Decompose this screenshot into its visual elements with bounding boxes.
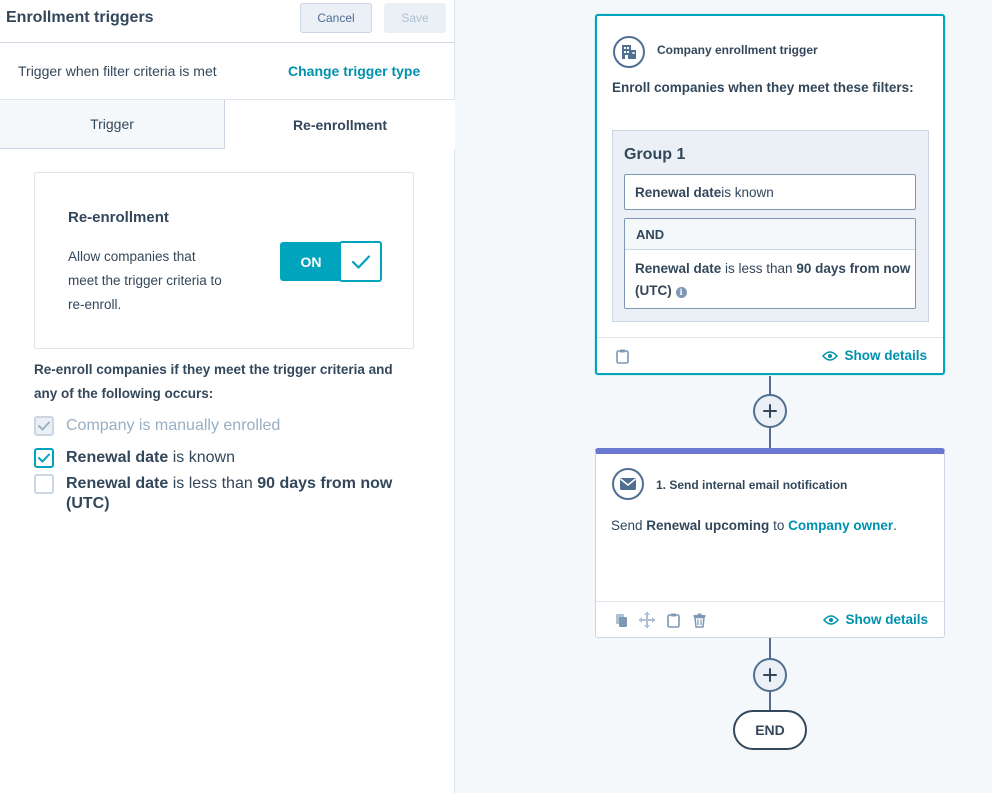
clipboard-icon[interactable] [615, 348, 629, 364]
add-action-button[interactable] [753, 394, 787, 428]
plus-icon [763, 404, 777, 418]
filter-operator: is less than [721, 261, 797, 276]
re-enrollment-box [34, 172, 414, 349]
filter-value: 90 days from now (UTC) [635, 261, 911, 298]
cancel-button[interactable]: Cancel [300, 3, 372, 33]
tab-re-enrollment[interactable]: Re-enrollment [225, 100, 455, 149]
show-details-link[interactable] [822, 348, 927, 363]
re-enrollment-heading: Re-enrollment [68, 209, 169, 226]
checkmark-icon [38, 453, 50, 463]
filter-property: Renewal date [635, 261, 722, 276]
recipient-link[interactable]: Company owner [788, 518, 894, 533]
option-label [66, 448, 235, 468]
envelope-icon [612, 468, 644, 500]
re-enroll-criteria-text: Re-enroll companies if they meet the trigger criteria and any of the following occurs: [34, 362, 393, 401]
building-icon [613, 36, 645, 68]
end-node: END [733, 710, 807, 750]
filter-group [612, 130, 929, 322]
option-rest: is known [168, 449, 235, 466]
panel-tabs [0, 100, 455, 149]
action-card-footer [596, 601, 944, 639]
option-label: Company is manually enrolled [66, 417, 281, 434]
panel-header [0, 0, 455, 43]
move-icon[interactable] [638, 612, 656, 628]
show-details-link[interactable] [823, 612, 928, 627]
checkmark-icon [38, 421, 50, 431]
panel-title: Enrollment triggers [6, 9, 154, 26]
action-suffix: . [893, 518, 897, 533]
action-description [611, 518, 897, 533]
eye-icon [823, 615, 839, 625]
option-renewal-less-than[interactable] [34, 474, 416, 514]
option-rest: is less than [168, 475, 258, 492]
toggle-on-label: ON [280, 242, 342, 281]
action-card-title: 1. Send internal email notification [656, 478, 848, 492]
change-trigger-type-link[interactable]: Change trigger type [288, 63, 421, 79]
action-mid: to [769, 518, 789, 533]
show-details-label: Show details [845, 612, 928, 627]
filter-renewal-known [624, 174, 916, 210]
option-label [66, 474, 416, 514]
option-bold: Renewal date [66, 449, 169, 466]
save-button[interactable]: Save [384, 3, 446, 33]
filter-operator: is known [721, 184, 774, 200]
checkmark-icon [351, 254, 371, 270]
group-title: Group 1 [624, 146, 686, 163]
option-bold: Renewal date [66, 475, 169, 492]
action-prefix: Send [611, 518, 647, 533]
option-manually-enrolled[interactable] [34, 416, 280, 436]
clipboard-icon[interactable] [666, 612, 680, 628]
and-label: AND [625, 219, 915, 250]
checkbox-manually-enrolled[interactable] [34, 416, 54, 436]
checkbox-renewal-known[interactable] [34, 448, 54, 468]
filter-text [635, 258, 911, 302]
show-details-label: Show details [844, 348, 927, 363]
email-name: Renewal upcoming [646, 518, 770, 533]
filter-renewal-less-than [624, 218, 916, 309]
option-bold-2: 90 days from now (UTC) [66, 475, 393, 512]
re-enrollment-description: Allow companies that meet the trigger criteria to re-enroll. [68, 249, 222, 312]
checkbox-renewal-less-than[interactable] [34, 474, 54, 494]
add-action-button[interactable] [753, 658, 787, 692]
trigger-card-subtitle: Enroll companies when they meet these filters: [612, 80, 914, 95]
trash-icon[interactable] [692, 612, 706, 628]
trigger-card-footer [597, 337, 943, 375]
eye-icon [822, 351, 838, 361]
trigger-type-text: Trigger when filter criteria is met [18, 63, 217, 79]
tab-trigger[interactable]: Trigger [0, 100, 225, 149]
send-email-action-card[interactable] [595, 448, 945, 638]
company-enrollment-trigger-card[interactable] [595, 14, 945, 375]
trigger-card-title: Company enrollment trigger [657, 43, 818, 57]
trigger-type-row [0, 43, 455, 100]
toggle-knob[interactable] [339, 241, 382, 282]
copy-icon[interactable] [614, 612, 628, 628]
option-renewal-known[interactable] [34, 448, 235, 468]
plus-icon [763, 668, 777, 682]
re-enrollment-toggle[interactable] [280, 241, 382, 282]
enrollment-panel [0, 0, 455, 793]
info-icon[interactable]: i [676, 287, 687, 298]
filter-property: Renewal date [635, 184, 722, 200]
